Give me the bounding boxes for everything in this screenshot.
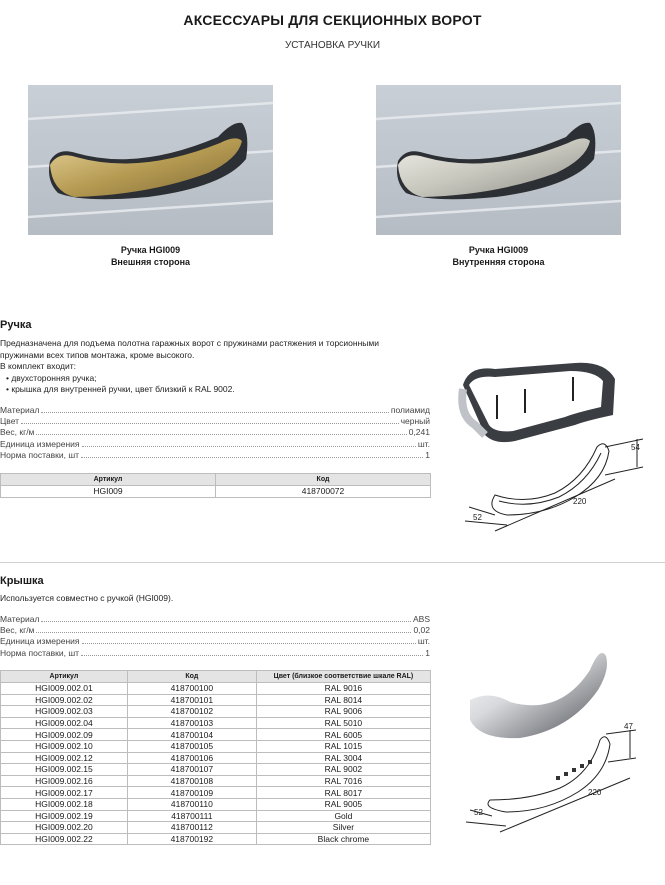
cover-dim-width: 52	[474, 808, 483, 817]
dim-width: 52	[473, 513, 482, 522]
spec-row: Вес, кг/м 0,02	[0, 625, 430, 636]
table-row	[1, 752, 431, 764]
table-cell: HGI009.002.03	[1, 706, 128, 718]
page-subtitle: УСТАНОВКА РУЧКИ	[284, 40, 381, 51]
table-cell: 418700102	[127, 706, 256, 718]
table-cell: 418700112	[127, 822, 256, 834]
table-cell: Black chrome	[256, 833, 430, 845]
photo-caption-inner: Ручка HGI009 Внутренняя сторона	[452, 245, 545, 267]
section-divider	[0, 562, 665, 563]
table-cell: 418700108	[127, 775, 256, 787]
table-row	[1, 694, 431, 706]
photo-caption-outer: Ручка HGI009 Внешняя сторона	[110, 245, 191, 267]
table-header	[1, 474, 431, 486]
handle-illustration	[455, 355, 660, 540]
table-cell: HGI009.002.22	[1, 833, 128, 845]
col-header: Цвет (близкое соответствие шкале RAL)	[256, 671, 430, 683]
cover-table	[0, 670, 431, 845]
spec-row: Норма поставки, шт 1	[0, 449, 430, 460]
photo-handle-outer	[28, 85, 273, 235]
table-cell: HGI009.002.16	[1, 775, 128, 787]
table-cell: 418700103	[127, 717, 256, 729]
handle-table	[0, 473, 431, 498]
table-cell: HGI009.002.09	[1, 729, 128, 741]
table-cell: 418700105	[127, 740, 256, 752]
table-cell: Gold	[256, 810, 430, 822]
table-row: HGI009 418700072	[1, 486, 431, 498]
table-cell: 418700101	[127, 694, 256, 706]
cover-specs	[0, 614, 430, 659]
table-cell: RAL 3004	[256, 752, 430, 764]
table-cell: RAL 9005	[256, 798, 430, 810]
kit-list	[0, 373, 420, 396]
table-cell: Silver	[256, 822, 430, 834]
table-row	[1, 810, 431, 822]
list-item: • двухсторонняя ручка;	[14, 373, 420, 385]
table-cell: HGI009.002.01	[1, 683, 128, 695]
list-item: • крышка для внутренней ручки, цвет близкий к RAL 9002.	[14, 384, 420, 396]
table-cell: 418700104	[127, 729, 256, 741]
table-row	[1, 740, 431, 752]
table-cell: 418700106	[127, 752, 256, 764]
table-cell: HGI009.002.10	[1, 740, 128, 752]
table-row	[1, 764, 431, 776]
kit-label: В комплект входит:	[0, 361, 76, 371]
table-cell: HGI009.002.17	[1, 787, 128, 799]
table-row	[1, 798, 431, 810]
table-cell: RAL 7016	[256, 775, 430, 787]
table-cell: RAL 9016	[256, 683, 430, 695]
handle-description: Предназначена для подъема полотна гаражных ворот с пружинами растяжения и торсионными пружинами всех типов монтажа, кроме высокого. В комплект входит: • двухсторонняя ручка; • крышка для внутренней ручки, цвет близкий к RAL 9002.	[0, 338, 420, 396]
table-row	[1, 775, 431, 787]
table-cell: HGI009.002.02	[1, 694, 128, 706]
dim-length: 220	[573, 497, 587, 506]
table-row	[1, 833, 431, 845]
table-cell: RAL 6005	[256, 729, 430, 741]
table-cell: RAL 5010	[256, 717, 430, 729]
table-cell: HGI009.002.20	[1, 822, 128, 834]
table-cell: RAL 9006	[256, 706, 430, 718]
table-cell: HGI009.002.18	[1, 798, 128, 810]
table-row	[1, 683, 431, 695]
table-row	[1, 822, 431, 834]
spec-row: Цвет черный	[0, 416, 430, 427]
table-cell: HGI009.002.12	[1, 752, 128, 764]
spec-row: Материал полиамид	[0, 405, 430, 415]
spec-row: Единица измерения шт.	[0, 636, 430, 647]
table-cell: 418700110	[127, 798, 256, 810]
table-cell: RAL 1015	[256, 740, 430, 752]
photo-handle-inner	[376, 85, 621, 235]
section-title-cover: Крышка	[0, 575, 44, 587]
dim-height: 54	[631, 443, 640, 452]
table-row	[1, 706, 431, 718]
table-row	[1, 787, 431, 799]
table-row	[1, 729, 431, 741]
col-header: Код	[216, 474, 431, 486]
col-header: Артикул	[1, 671, 128, 683]
table-cell: 418700192	[127, 833, 256, 845]
cover-illustration	[460, 640, 660, 840]
table-cell: 418700100	[127, 683, 256, 695]
table-cell: 418700111	[127, 810, 256, 822]
handle-specs	[0, 405, 430, 461]
table-cell: 418700107	[127, 764, 256, 776]
table-cell: RAL 8017	[256, 787, 430, 799]
cover-description: Используется совместно с ручкой (HGI009).	[0, 593, 174, 603]
spec-row: Вес, кг/м 0,241	[0, 427, 430, 438]
table-cell: HGI009.002.15	[1, 764, 128, 776]
col-header: Артикул	[1, 474, 216, 486]
table-cell: RAL 8014	[256, 694, 430, 706]
table-row	[1, 717, 431, 729]
table-cell: HGI009.002.04	[1, 717, 128, 729]
spec-row: Единица измерения шт.	[0, 438, 430, 449]
table-cell: HGI009.002.19	[1, 810, 128, 822]
table-cell: 418700109	[127, 787, 256, 799]
page-title: АКСЕССУАРЫ ДЛЯ СЕКЦИОННЫХ ВОРОТ	[183, 12, 482, 28]
table-cell: RAL 9002	[256, 764, 430, 776]
section-title-handle: Ручка	[0, 319, 32, 331]
cover-dim-height: 47	[624, 722, 633, 731]
cover-dim-length: 220	[588, 788, 602, 797]
col-header: Код	[127, 671, 256, 683]
spec-row: Норма поставки, шт 1	[0, 647, 430, 658]
table-header	[1, 671, 431, 683]
spec-row: Материал ABS	[0, 614, 430, 624]
